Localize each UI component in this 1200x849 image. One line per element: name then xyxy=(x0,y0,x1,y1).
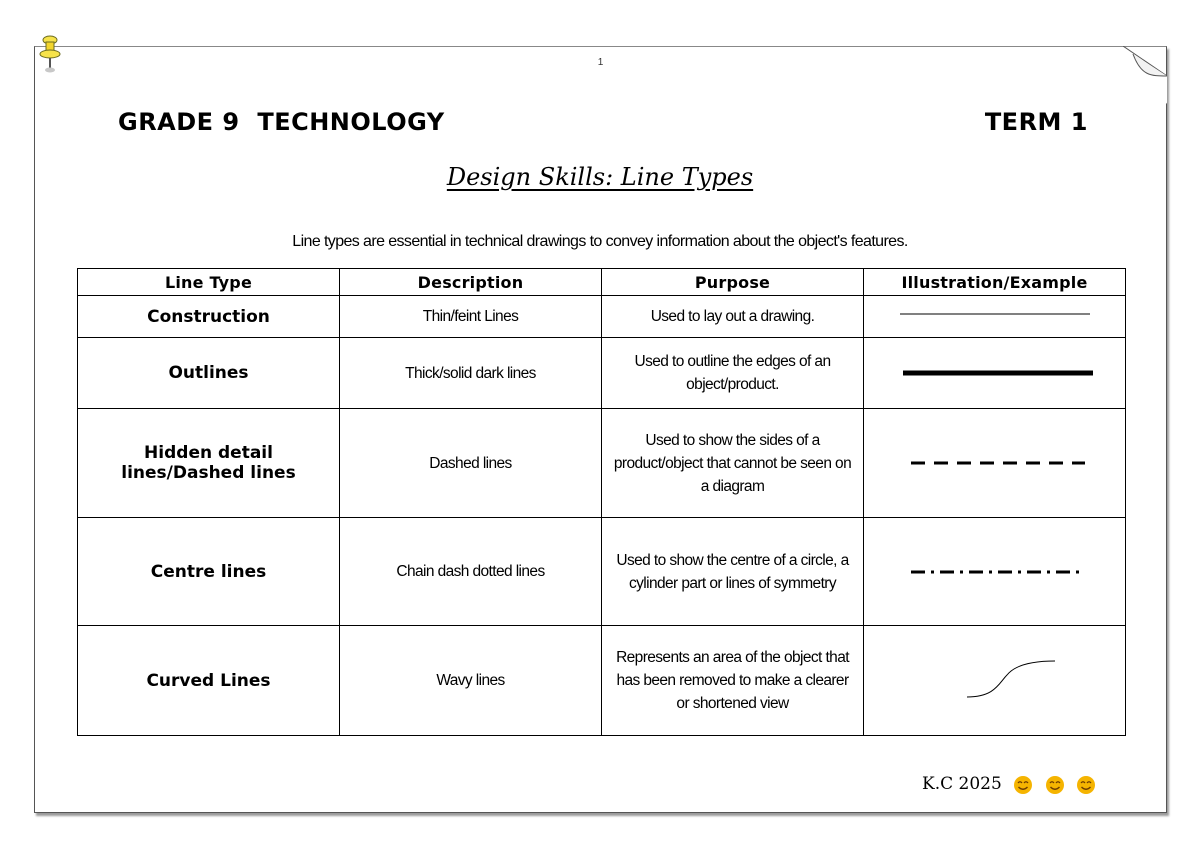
thick-line-icon xyxy=(895,366,1095,380)
description-cell: Thin/feint Lines xyxy=(340,296,602,338)
column-header: Purpose xyxy=(602,269,864,296)
credit-text: K.C 2025 xyxy=(922,774,1002,794)
intro-text: Line types are essential in technical drawings to convey information about the object's features. xyxy=(292,233,908,250)
illustration-cell xyxy=(864,626,1126,736)
table-row xyxy=(78,338,1126,409)
smiling-face-icon xyxy=(1076,775,1096,795)
chain-line-icon xyxy=(895,565,1095,579)
term-heading: TERM 1 xyxy=(984,108,1088,136)
line-type-cell: Centre lines xyxy=(78,518,340,626)
smiling-face-icon xyxy=(1045,775,1065,795)
description-cell: Thick/solid dark lines xyxy=(340,338,602,409)
column-header: Illustration/Example xyxy=(864,269,1126,296)
description-cell: Chain dash dotted lines xyxy=(340,518,602,626)
column-header: Line Type xyxy=(78,269,340,296)
curved-line-icon xyxy=(895,653,1095,709)
column-header: Description xyxy=(340,269,602,296)
page-title: Design Skills: Line Types xyxy=(446,163,754,191)
line-type-cell: Outlines xyxy=(78,338,340,409)
purpose-cell: Used to show the sides of a product/object that cannot be seen on a diagram xyxy=(602,409,864,518)
illustration-cell xyxy=(864,338,1126,409)
dashed-line-icon xyxy=(895,456,1095,470)
description-cell: Wavy lines xyxy=(340,626,602,736)
page-number: 1 xyxy=(597,57,604,68)
table-header-row xyxy=(78,269,1126,296)
line-types-table xyxy=(77,268,1126,736)
footer-credit xyxy=(922,774,1096,795)
subject-heading: GRADE 9 TECHNOLOGY xyxy=(118,108,445,136)
illustration-cell xyxy=(864,296,1126,338)
line-type-cell: Hidden detail lines/Dashed lines xyxy=(78,409,340,518)
line-type-cell: Construction xyxy=(78,296,340,338)
push-pin-icon xyxy=(38,34,62,76)
thin-line-icon xyxy=(895,310,1095,324)
table-row xyxy=(78,409,1126,518)
purpose-cell: Represents an area of the object that has been removed to make a clearer or shortened view xyxy=(602,626,864,736)
table-row xyxy=(78,296,1126,338)
smiling-face-icon xyxy=(1013,775,1033,795)
purpose-cell: Used to lay out a drawing. xyxy=(602,296,864,338)
purpose-cell: Used to show the centre of a circle, a cylinder part or lines of symmetry xyxy=(602,518,864,626)
illustration-cell xyxy=(864,409,1126,518)
table-row xyxy=(78,626,1126,736)
page-curl-icon xyxy=(1123,46,1167,104)
description-cell: Dashed lines xyxy=(340,409,602,518)
table-row xyxy=(78,518,1126,626)
illustration-cell xyxy=(864,518,1126,626)
line-type-cell: Curved Lines xyxy=(78,626,340,736)
purpose-cell: Used to outline the edges of an object/product. xyxy=(602,338,864,409)
